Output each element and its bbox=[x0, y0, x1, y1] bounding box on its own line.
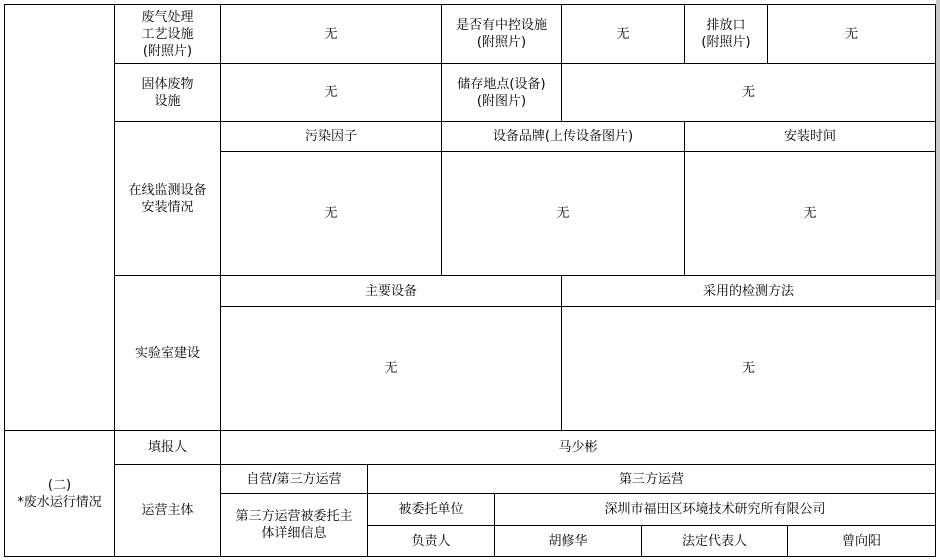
install-time-header: 安装时间 bbox=[684, 121, 936, 152]
install-time-value[interactable]: 无 bbox=[684, 151, 936, 276]
central-control-value[interactable]: 无 bbox=[561, 4, 685, 64]
reporter-value[interactable]: 马少彬 bbox=[220, 430, 936, 465]
legal-representative-label: 法定代表人 bbox=[641, 525, 788, 557]
entrusted-unit-label: 被委托单位 bbox=[367, 493, 495, 526]
entrusted-unit-value[interactable]: 深圳市福田区环境技术研究所有限公司 bbox=[494, 493, 936, 526]
storage-location-value[interactable]: 无 bbox=[561, 63, 936, 122]
equipment-brand-header: 设备品牌(上传设备图片) bbox=[441, 121, 685, 152]
third-party-info-label: 第三方运营被委托主 体详细信息 bbox=[220, 493, 368, 557]
responsible-person-value[interactable]: 胡修华 bbox=[494, 525, 642, 557]
operation-mode-value[interactable]: 第三方运营 bbox=[367, 464, 936, 494]
reporter-label: 填报人 bbox=[114, 430, 221, 465]
central-control-label: 是否有中控设施 (附照片) bbox=[441, 4, 562, 64]
main-equipment-header: 主要设备 bbox=[220, 275, 562, 307]
section-1-header-cell bbox=[4, 4, 115, 431]
discharge-outlet-value[interactable]: 无 bbox=[767, 4, 936, 64]
wastewater-section-label: (二) *废水运行情况 bbox=[4, 430, 115, 557]
discharge-outlet-label: 排放口 (附照片) bbox=[684, 4, 768, 64]
equipment-brand-value[interactable]: 无 bbox=[441, 151, 685, 276]
exhaust-facility-value[interactable]: 无 bbox=[220, 4, 442, 64]
operator-label: 运营主体 bbox=[114, 464, 221, 557]
solid-waste-label: 固体废物 设施 bbox=[114, 63, 221, 122]
exhaust-facility-label: 废气处理 工艺设施 (附照片) bbox=[114, 4, 221, 64]
pollution-factor-value[interactable]: 无 bbox=[220, 151, 442, 276]
laboratory-label: 实验室建设 bbox=[114, 275, 221, 431]
legal-representative-value[interactable]: 曾向阳 bbox=[787, 525, 936, 557]
online-monitoring-label: 在线监测设备 安装情况 bbox=[114, 121, 221, 276]
solid-waste-value[interactable]: 无 bbox=[220, 63, 442, 122]
main-equipment-value[interactable]: 无 bbox=[220, 306, 562, 431]
operation-mode-label: 自营/第三方运营 bbox=[220, 464, 368, 494]
responsible-person-label: 负责人 bbox=[367, 525, 495, 557]
window-edge-strip bbox=[936, 0, 940, 300]
pollution-factor-header: 污染因子 bbox=[220, 121, 442, 152]
storage-location-label: 储存地点(设备) (附图片) bbox=[441, 63, 562, 122]
test-method-header: 采用的检测方法 bbox=[561, 275, 936, 307]
test-method-value[interactable]: 无 bbox=[561, 306, 936, 431]
